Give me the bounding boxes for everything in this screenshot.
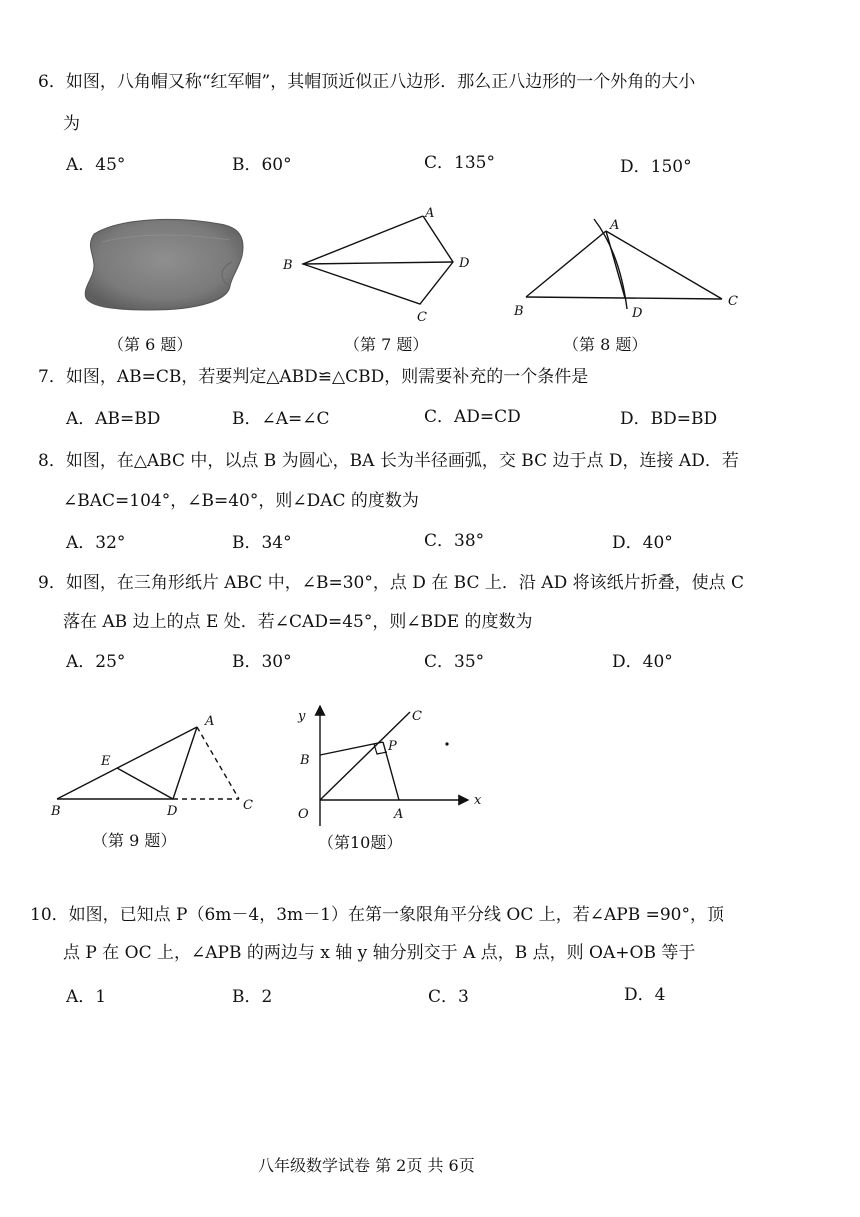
q6-line-2: 为 — [63, 114, 80, 134]
fig9-label-a: A — [205, 714, 215, 729]
fig9-segment-ed — [117, 768, 173, 799]
q7-text: 7．如图，AB=CB，若要判定△ABD≌△CBD，则需要补充的一个条件是 — [38, 367, 589, 387]
fig10-label-a: A — [394, 807, 404, 822]
q9-option-c: C．35° — [424, 652, 485, 672]
q6-option-d: D．150° — [620, 157, 692, 177]
fig9-label-c: C — [243, 798, 253, 813]
fig9-label-b: B — [51, 804, 61, 819]
fig10-dot — [445, 742, 448, 745]
caption-figure-7: （第 7 题） — [344, 335, 429, 354]
page-footer: 八年级数学试卷 第 2页 共 6页 — [258, 1156, 475, 1175]
fig10-label-p: P — [388, 739, 397, 754]
fig9-label-e: E — [101, 754, 111, 769]
q8-line-2: ∠BAC=104°，∠B=40°，则∠DAC 的度数为 — [63, 491, 419, 511]
q8-option-c: C．38° — [424, 531, 485, 551]
figure-10-diagram — [288, 700, 493, 830]
caption-figure-8: （第 8 题） — [563, 335, 648, 354]
q7-option-c: C．AD=CD — [424, 407, 521, 427]
q8-option-a: A．32° — [66, 533, 126, 553]
fig7-label-b: B — [283, 258, 293, 273]
caption-figure-10: （第10题） — [318, 833, 403, 852]
fig9-label-d: D — [167, 804, 178, 819]
q10-line-1: 10．如图，已知点 P（6m－4，3m－1）在第一象限角平分线 OC 上，若∠APB =90°，顶 — [30, 905, 724, 925]
fig9-segment-ac-dashed — [197, 727, 239, 799]
fig8-label-b: B — [514, 304, 524, 319]
fig10-label-b: B — [300, 753, 310, 768]
fig7-label-a: A — [425, 206, 435, 221]
fig7-quadrilateral — [303, 216, 453, 304]
q10-option-b: B．2 — [232, 987, 273, 1007]
fig10-ray-oc — [320, 712, 410, 800]
fig10-label-y: y — [298, 709, 306, 724]
figure-7-diagram — [275, 205, 495, 325]
q7-option-b: B．∠A=∠C — [232, 409, 330, 429]
figure-8-diagram — [508, 213, 748, 323]
fig7-label-c: C — [417, 310, 427, 325]
q10-line-2: 点 P 在 OC 上，∠APB 的两边与 x 轴 y 轴分别交于 A 点，B 点，则 OA+OB 等于 — [63, 943, 696, 963]
q9-line-2: 落在 AB 边上的点 E 处．若∠CAD=45°，则∠BDE 的度数为 — [63, 612, 533, 632]
q8-option-d: D．40° — [612, 533, 673, 553]
fig7-diagonal-bd — [303, 262, 453, 264]
q6-option-c: C．135° — [424, 153, 495, 173]
figure-9-diagram — [45, 705, 275, 820]
q7-option-d: D．BD=BD — [620, 409, 718, 429]
fig10-label-o: O — [298, 807, 309, 822]
figure-6-hat-image — [80, 212, 250, 317]
q9-option-b: B．30° — [232, 652, 292, 672]
fig10-label-x: x — [474, 793, 482, 808]
q9-option-a: A．25° — [66, 652, 126, 672]
caption-figure-6: （第 6 题） — [108, 335, 193, 354]
q8-option-b: B．34° — [232, 533, 292, 553]
fig8-label-a: A — [610, 218, 620, 233]
q8-line-1: 8．如图，在△ABC 中，以点 B 为圆心，BA 长为半径画弧，交 BC 边于点 D，连接 AD．若 — [38, 451, 739, 471]
q6-line-1: 6．如图，八角帽又称“红军帽”，其帽顶近似正八边形．那么正八边形的一个外角的大小 — [38, 72, 696, 92]
q7-option-a: A．AB=BD — [66, 409, 161, 429]
fig10-label-c: C — [412, 709, 422, 724]
fig8-label-c: C — [728, 294, 738, 309]
q6-option-a: A．45° — [66, 155, 126, 175]
q6-option-b: B．60° — [232, 155, 292, 175]
fig8-side-ab — [526, 231, 606, 297]
q10-option-c: C．3 — [428, 987, 469, 1007]
caption-figure-9: （第 9 题） — [92, 831, 177, 850]
q9-option-d: D．40° — [612, 652, 673, 672]
q10-option-a: A．1 — [66, 987, 107, 1007]
q10-option-d: D．4 — [624, 985, 666, 1005]
q9-line-1: 9．如图，在三角形纸片 ABC 中，∠B=30°，点 D 在 BC 上．沿 AD 将该纸片折叠，使点 C — [38, 573, 745, 593]
fig8-label-d: D — [632, 306, 643, 321]
fig8-side-bc — [526, 297, 722, 299]
fig7-label-d: D — [459, 256, 470, 271]
